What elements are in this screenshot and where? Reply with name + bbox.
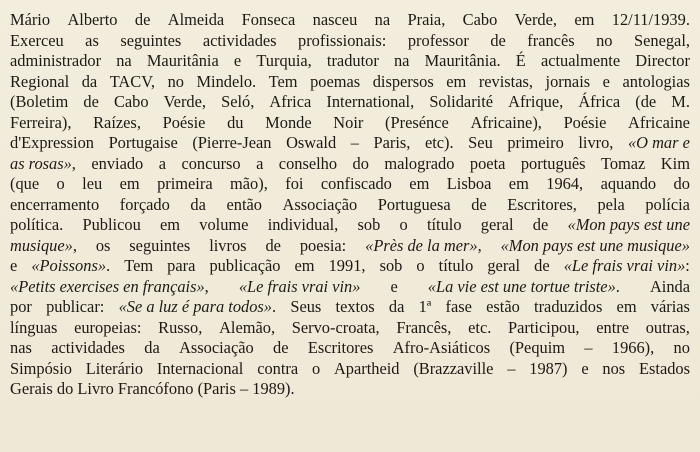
word: línguas: [10, 317, 58, 337]
word: em: [508, 174, 529, 193]
word: no: [167, 71, 184, 91]
word: título: [426, 215, 462, 234]
word: textos: [335, 297, 375, 316]
word: (que: [10, 174, 40, 193]
word: Raízes,: [93, 112, 141, 132]
word: a: [158, 153, 166, 173]
word: Regional: [10, 71, 70, 91]
text-line-10: [10, 195, 690, 216]
word: Paris,: [373, 133, 411, 152]
word: tradutor: [326, 51, 379, 70]
word: de: [273, 338, 289, 357]
word: volume: [199, 215, 249, 234]
word: Mário: [10, 10, 51, 29]
word: Gerais: [10, 379, 53, 398]
word: pela: [597, 194, 625, 214]
punctuation: ,: [72, 235, 77, 255]
word: Estados: [639, 358, 690, 378]
word: mão),: [230, 174, 268, 193]
word: poesia:: [299, 235, 347, 255]
word: Afrique,: [508, 92, 564, 111]
word: do: [673, 174, 690, 193]
word: publicação: [209, 256, 281, 275]
word: Ainda: [649, 276, 690, 296]
italic-title: musique»: [10, 235, 73, 255]
word: Literário: [85, 358, 144, 378]
word: Alberto: [67, 10, 118, 29]
word: conselho: [278, 153, 338, 173]
word: (Presénce: [385, 112, 449, 132]
word: 12/11/1939.: [611, 10, 690, 29]
word: enviado: [91, 153, 144, 173]
word: Participou,: [508, 317, 580, 337]
word: da: [81, 71, 98, 91]
word: Cabo: [113, 92, 149, 111]
word: Noir: [333, 112, 364, 132]
word: 1991,: [328, 256, 366, 275]
word: foi: [285, 174, 304, 193]
word: 1964,: [546, 174, 584, 193]
italic-title: «Mon pays est une: [567, 215, 690, 234]
word: Verde,: [514, 10, 557, 29]
word: Fonseca: [241, 10, 296, 29]
italic-title: «Poissons»: [31, 256, 107, 275]
word: Verde,: [163, 92, 206, 111]
word: 1987): [529, 358, 568, 378]
word: de: [534, 256, 550, 275]
word: Seus: [290, 297, 322, 316]
word: para: [167, 256, 196, 275]
word: (Boletim: [10, 92, 69, 111]
word: em: [616, 297, 637, 316]
word: Francófono: [117, 379, 194, 398]
word: Monde: [265, 112, 312, 132]
word: do: [352, 153, 369, 173]
text-line-16: [10, 318, 690, 339]
word: TACV,: [109, 71, 156, 91]
text-line-2: [10, 31, 690, 52]
italic-title: «O mar e: [627, 133, 690, 152]
word: Internacional: [156, 358, 244, 378]
word: de: [532, 215, 549, 234]
word: É: [515, 51, 526, 70]
word: do: [56, 379, 74, 398]
word: em: [160, 215, 181, 234]
word: Turquia,: [256, 51, 312, 70]
word: Afro-Asiáticos: [392, 338, 491, 357]
text-line-4: [10, 72, 690, 93]
word: actividades: [51, 338, 125, 357]
word: francês: [527, 30, 575, 50]
word: aquando: [600, 174, 657, 193]
word: de: [134, 10, 151, 29]
word: livro,: [578, 133, 614, 152]
text-line-3: [10, 51, 690, 72]
word: primeiro: [507, 133, 564, 152]
word: o: [399, 215, 408, 234]
word: nos: [602, 358, 626, 378]
word: Poésie: [563, 112, 607, 132]
word: revistas,: [478, 71, 533, 91]
word: Mindelo.: [196, 71, 257, 91]
word: antologias: [622, 71, 690, 91]
word: M.: [671, 92, 690, 111]
word: –: [584, 338, 593, 357]
word: da: [190, 194, 206, 214]
word: o: [311, 358, 321, 378]
word: em: [446, 71, 467, 91]
word: estão: [486, 297, 520, 316]
word: –: [350, 133, 359, 152]
word: os: [95, 235, 111, 255]
word: Escritores: [307, 338, 374, 357]
text-line-14: [10, 277, 690, 298]
word: Solidarité: [429, 92, 494, 111]
word: título: [438, 256, 474, 275]
word: geral: [480, 215, 514, 234]
word: outras,: [645, 317, 690, 337]
word: dispersos: [372, 71, 434, 91]
word: jornais: [545, 71, 591, 91]
punctuation: ,: [204, 276, 209, 296]
word: –: [507, 358, 516, 378]
word: a: [256, 153, 264, 173]
word: de: [265, 235, 281, 255]
text-line-13: [10, 256, 690, 277]
word: (Pequim: [509, 338, 566, 357]
word: traduzidos: [534, 297, 603, 316]
text-line-6: [10, 113, 690, 134]
text-line-15: [10, 297, 690, 318]
text-line-17: [10, 338, 690, 359]
word: Tomaz: [600, 153, 646, 173]
word: (Pierre-Jean: [192, 133, 272, 152]
word: Seló,: [221, 92, 255, 111]
word: actualmente: [540, 51, 621, 70]
word: Russo,: [158, 317, 203, 337]
word: o: [56, 174, 65, 193]
italic-title: «Mon pays est une musique»: [500, 235, 690, 255]
word: 1ª: [418, 297, 432, 316]
word: livros: [209, 235, 247, 255]
word: política.: [10, 215, 64, 234]
word: português: [520, 153, 586, 173]
word: de: [83, 92, 99, 111]
word: poeta: [469, 153, 506, 173]
word: Africaine),: [470, 112, 542, 132]
word: encerramento: [10, 194, 100, 214]
word: o: [416, 256, 425, 275]
word: em: [294, 256, 315, 275]
punctuation: ,: [71, 153, 76, 173]
word: da: [388, 297, 405, 316]
italic-title: «Petits exercises en français»: [10, 276, 205, 296]
word: primeira: [157, 174, 213, 193]
word: sob: [357, 215, 381, 234]
punctuation: :: [685, 256, 690, 275]
text-line-7: [10, 133, 690, 154]
italic-title: «Le frais vrai vin»: [563, 256, 686, 275]
word: Livro: [77, 379, 114, 398]
word: de: [471, 194, 487, 214]
word: Simpósio: [10, 358, 72, 378]
punctuation: .: [615, 276, 620, 296]
word: Poésie: [162, 112, 206, 132]
word: forçado: [119, 194, 170, 214]
word: poemas: [310, 71, 361, 91]
word: actividades: [202, 30, 277, 50]
word: as: [85, 30, 99, 50]
word: Associação: [179, 338, 254, 357]
word: contra: [257, 358, 299, 378]
word: Portugaise: [108, 133, 178, 152]
word: sob: [379, 256, 403, 275]
italic-title: «Se a luz é para todos»: [118, 297, 272, 316]
word: de: [490, 30, 506, 50]
word: no: [596, 30, 613, 50]
word: Africa: [269, 92, 312, 111]
word: Kim: [660, 153, 690, 173]
text-line-11: [10, 215, 690, 236]
text-line-12: [10, 236, 690, 257]
italic-title: «Le frais vrai vin»: [238, 276, 361, 296]
word: seguintes: [120, 30, 182, 50]
word: Director: [635, 51, 690, 70]
word: por: [10, 297, 32, 316]
word: d'Expression: [10, 133, 94, 152]
word: fase: [445, 297, 472, 316]
word: na: [116, 51, 132, 70]
word: Oswald: [286, 133, 337, 152]
word: da: [144, 338, 160, 357]
word: África: [578, 92, 621, 111]
word: Portuguesa: [377, 194, 451, 214]
word: confiscado: [320, 174, 392, 193]
biography-paragraph: [10, 10, 690, 400]
word: professor: [407, 30, 469, 50]
word: etc).: [424, 133, 454, 152]
word: Apartheid: [333, 358, 400, 378]
word: Exerceu: [10, 30, 64, 50]
word: e: [602, 71, 610, 91]
word: profissionais:: [298, 30, 387, 50]
word: International,: [326, 92, 415, 111]
word: e: [233, 51, 242, 70]
word: e: [581, 358, 589, 378]
word: Mauritânia: [146, 51, 219, 70]
text-line-8: [10, 154, 690, 175]
word: polícia: [645, 194, 690, 214]
word: nasceu: [312, 10, 358, 29]
word: Tem: [124, 256, 154, 275]
word: concurso: [181, 153, 241, 173]
italic-title: «Près de la mer»: [365, 235, 478, 255]
word: administrador: [10, 51, 102, 70]
word: Almeida: [167, 10, 225, 29]
word: Alemão,: [219, 317, 276, 337]
word: Praia,: [407, 10, 446, 29]
text-line-9: [10, 174, 690, 195]
word: Servo-croata,: [291, 317, 380, 337]
word: Lisboa: [446, 174, 492, 193]
word: nas: [10, 338, 32, 357]
word: 1966),: [611, 338, 655, 357]
text-line-18: [10, 359, 690, 380]
word: du: [227, 112, 244, 132]
word: Tem: [268, 71, 298, 91]
text-line-19: [10, 379, 690, 400]
word: Senegal,: [633, 30, 690, 50]
word: Escritores,: [507, 194, 577, 214]
word: (Brazzaville: [413, 358, 494, 378]
word: geral: [487, 256, 521, 275]
word: etc.: [468, 317, 492, 337]
text-line-5: [10, 92, 690, 113]
italic-title: «La vie est une tortue triste»: [427, 276, 616, 296]
word: europeias:: [74, 317, 142, 337]
word: malogrado: [384, 153, 455, 173]
italic-title: as rosas»: [10, 153, 72, 173]
word: –: [239, 379, 249, 398]
word: individual,: [267, 215, 339, 234]
word: (Paris: [197, 379, 236, 398]
word: Ferreira),: [10, 112, 72, 132]
word: seguintes: [129, 235, 191, 255]
word: várias: [650, 297, 690, 316]
word: na: [393, 51, 410, 70]
word: Cabo: [462, 10, 498, 29]
punctuation: .: [272, 297, 277, 316]
word: Seu: [468, 133, 493, 152]
word: entre: [596, 317, 629, 337]
word: e: [10, 256, 18, 275]
word: no: [673, 338, 690, 357]
word: Publicou: [82, 215, 141, 234]
word: Francês,: [396, 317, 452, 337]
word: em: [574, 10, 595, 29]
word: (de: [635, 92, 657, 111]
punctuation: .: [106, 256, 111, 275]
word: na: [374, 10, 391, 29]
text-line-1: [10, 10, 690, 31]
word: e: [390, 276, 398, 296]
word: leu: [82, 174, 103, 193]
word: em: [409, 174, 430, 193]
word: 1989).: [252, 379, 295, 398]
word: Africaine: [628, 112, 690, 132]
word: então: [226, 194, 262, 214]
word: em: [119, 174, 140, 193]
word: Mauritânia.: [424, 51, 501, 70]
punctuation: ,: [477, 235, 482, 255]
word: Associação: [282, 194, 358, 214]
word: publicar:: [46, 297, 105, 316]
